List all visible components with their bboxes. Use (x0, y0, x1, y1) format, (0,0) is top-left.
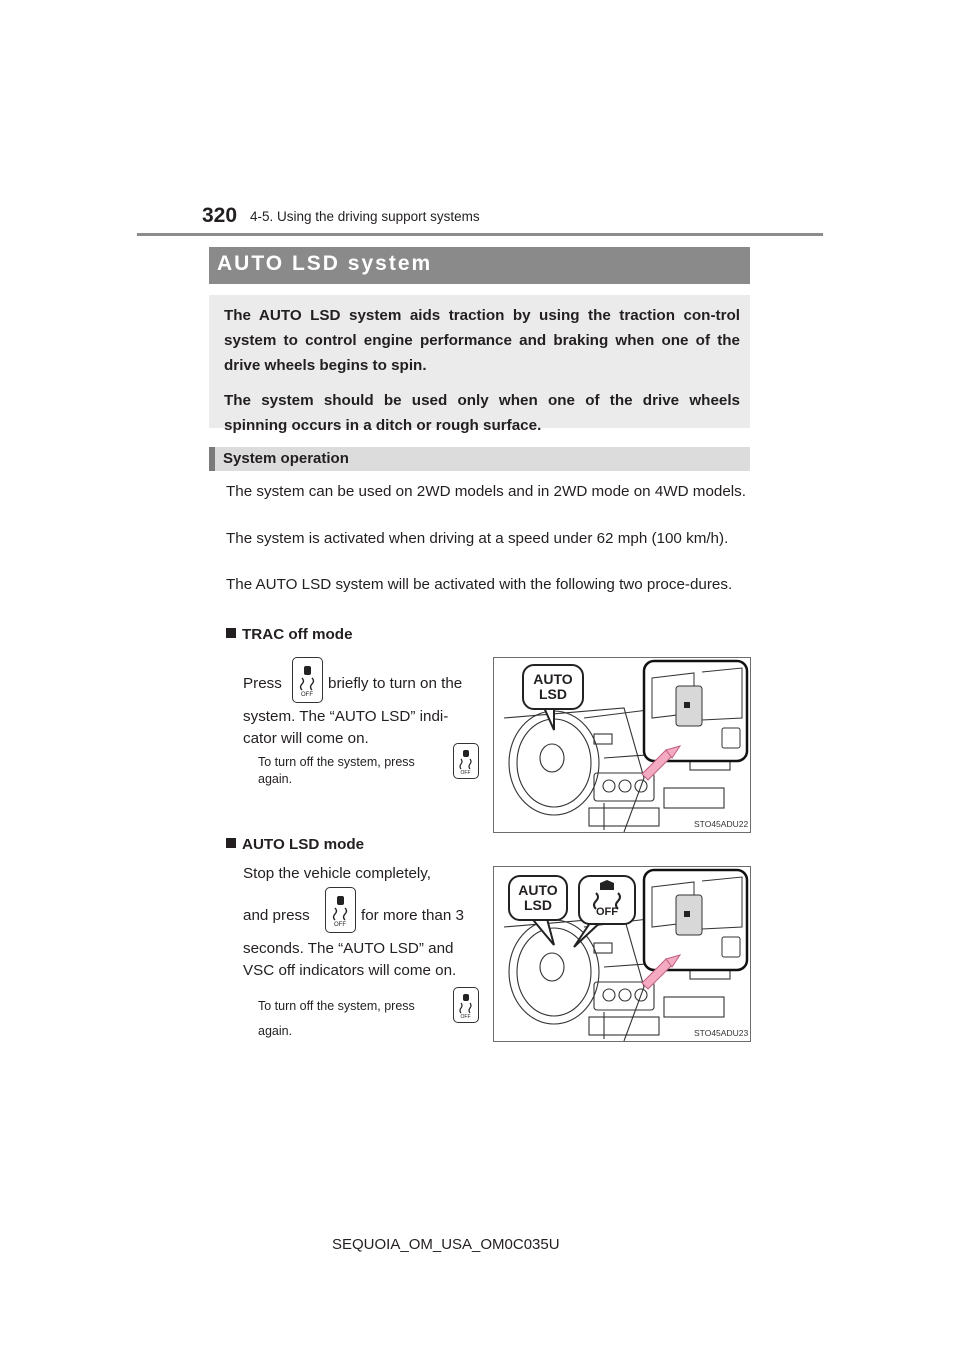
trac-mode-heading-text: TRAC off mode (242, 626, 353, 643)
skid-car-icon (293, 658, 321, 701)
section-path: 4-5. Using the driving support systems (250, 209, 480, 224)
page-title: AUTO LSD system (217, 252, 433, 275)
body-paragraph: The system is activated when driving at a speed under 62 mph (100 km/h). (226, 530, 729, 547)
callout-text: AUTO (533, 671, 573, 687)
auto-lsd-indicator-callout (508, 875, 568, 921)
page-number: 320 (202, 204, 238, 227)
trac-mode-heading (226, 626, 353, 643)
skid-car-icon (454, 744, 477, 777)
callout-text: AUTO (518, 882, 558, 898)
lsd-note: To turn off the system, press (258, 999, 415, 1013)
body-paragraph: The AUTO LSD system will be activated with the following two proce-dures. (226, 576, 733, 593)
trac-off-button-icon (325, 887, 356, 933)
skid-car-icon (454, 988, 477, 1021)
trac-step-text: briefly to turn on the (328, 675, 463, 692)
callout-text: LSD (539, 686, 567, 702)
svg-text:OFF: OFF (460, 1014, 471, 1020)
svg-text:OFF: OFF (334, 922, 346, 928)
bullet-square-icon (226, 628, 236, 638)
svg-text:OFF: OFF (460, 770, 471, 776)
vsc-off-label: OFF (596, 906, 618, 918)
figure-code: STO45ADU23 (694, 1028, 749, 1038)
intro-box (209, 295, 750, 434)
skid-car-icon (326, 888, 354, 931)
subheader-accent (209, 447, 215, 471)
lsd-mode-heading-text: AUTO LSD mode (242, 836, 365, 853)
trac-step-text: cator will come on. (243, 730, 369, 747)
trac-step-text: system. The “AUTO LSD” indi- (243, 708, 449, 725)
lsd-step-text: for more than 3 (361, 907, 464, 924)
lsd-step-text: seconds. The “AUTO LSD” and (243, 940, 454, 957)
lsd-step-text: and press (243, 907, 310, 924)
trac-off-button-icon-small (453, 743, 479, 779)
auto-lsd-indicator-callout (522, 664, 584, 710)
figure-auto-lsd (493, 866, 751, 1042)
callout-text: LSD (524, 897, 552, 913)
trac-note: again. (258, 772, 293, 786)
body-paragraph: The system can be used on 2WD models and in 2WD mode on 4WD models. (226, 483, 746, 500)
lsd-step-text: Stop the vehicle completely, (243, 865, 431, 882)
lsd-step-text: VSC off indicators will come on. (243, 962, 457, 979)
svg-text:OFF: OFF (301, 692, 313, 698)
lsd-mode-heading (226, 836, 364, 853)
figure-trac-off (493, 657, 751, 833)
header-rule (137, 233, 823, 236)
trac-off-button-icon-small (453, 987, 479, 1023)
bullet-square-icon (226, 838, 236, 848)
trac-note: To turn off the system, press (258, 755, 415, 769)
intro-paragraph: The system should be used only when one of the drive wheels spinning occurs in a ditch or rough surface. (224, 392, 740, 434)
footer-code: SEQUOIA_OM_USA_OM0C035U (332, 1236, 560, 1253)
trac-step-text: Press (243, 675, 282, 692)
lsd-note: again. (258, 1024, 293, 1038)
intro-paragraph: The AUTO LSD system aids traction by using the traction con-trol system to control engine performance and braking when one of the drive wheels begins to spin. (224, 307, 740, 374)
trac-off-button-icon (292, 657, 323, 703)
subheader-title: System operation (223, 450, 349, 467)
figure-code: STO45ADU22 (694, 819, 749, 829)
vsc-off-indicator-callout (578, 875, 636, 925)
